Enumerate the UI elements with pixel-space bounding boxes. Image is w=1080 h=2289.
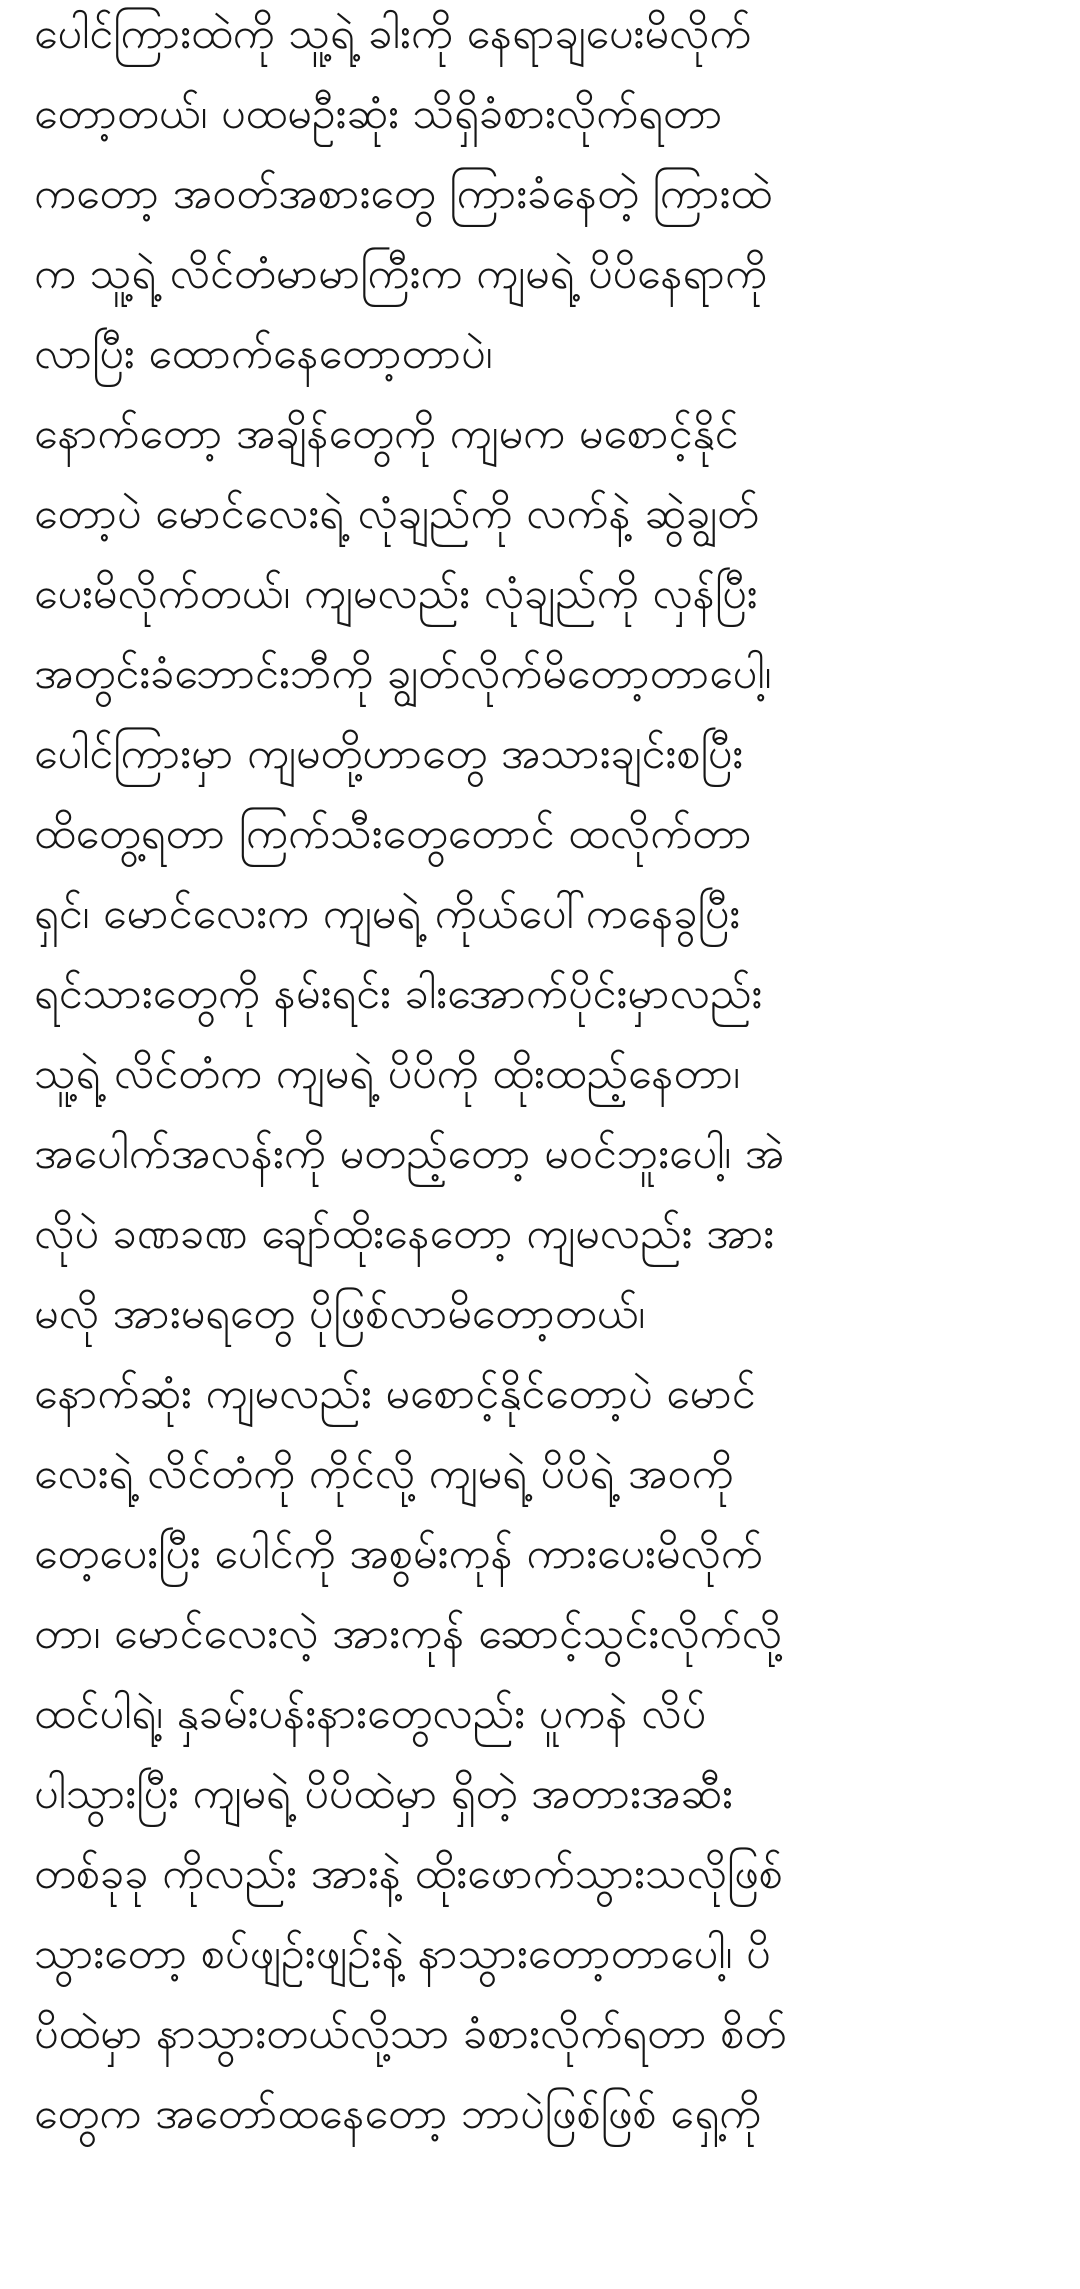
text-line: သူ့ရဲ့ လိင်တံက ကျမရဲ့ ပိပိကို ထိုးထည့်နေတာ၊ [34, 1049, 740, 1099]
text-line: ပါသွားပြီး ကျမရဲ့ ပိပိထဲမှာ ရှိတဲ့ အတားအဆီး [34, 1769, 733, 1819]
text-line: နောက်ဆုံး ကျမလည်း မစောင့်နိုင်တော့ပဲ မောင် [34, 1369, 756, 1419]
text-line: သွားတော့ စပ်ဖျဉ်းဖျဉ်းနဲ့ နာသွားတော့တာပေါ့၊ ပိ [34, 1929, 771, 1979]
text-line: ကတော့ အဝတ်အစားတွေ ကြားခံနေတဲ့ ကြားထဲ [34, 169, 772, 219]
story-text-block [34, 0, 1064, 2154]
text-line: တာ၊ မောင်လေးလဲ့ အားကုန် ဆောင့်သွင်းလိုက်လို့ [34, 1609, 782, 1659]
text-line: အပေါက်အလန်းကို မတည့်တော့ မဝင်ဘူးပေါ့၊ အဲ [34, 1129, 785, 1179]
text-line: လေးရဲ့ လိင်တံကို ကိုင်လို့ ကျမရဲ့ ပိပိရဲ့ အဝကို [34, 1449, 734, 1499]
text-line: က သူ့ရဲ့ လိင်တံမာမာကြီးက ကျမရဲ့ ပိပိနေရာကို [34, 249, 768, 299]
text-line: တော့ပဲ မောင်လေးရဲ့ လုံချည်ကို လက်နဲ့ ဆွဲချွတ် [34, 489, 759, 539]
text-line: ပေးမိလိုက်တယ်၊ ကျမလည်း လုံချည်ကို လှန်ပြီး [34, 569, 758, 619]
text-line: တော့တယ်၊ ပထမဦးဆုံး သိရှိခံစားလိုက်ရတာ [34, 89, 723, 139]
text-line: လိုပဲ ခဏခဏ ချော်ထိုးနေတော့ ကျမလည်း အား [34, 1209, 775, 1259]
text-line: ထင်ပါရဲ့၊ နှခမ်းပန်းနားတွေလည်း ပူကနဲ လိပ် [34, 1689, 707, 1739]
text-line: ပိထဲမှာ နာသွားတယ်လို့သာ ခံစားလိုက်ရတာ စိတ် [34, 2009, 787, 2059]
text-line: အတွင်းခံဘောင်းဘီကို ချွတ်လိုက်မိတော့တာပေါ့၊ [34, 649, 772, 699]
text-line: ရင်သားတွေကို နမ်းရင်း ခါးအောက်ပိုင်းမှာလည်း [34, 969, 763, 1019]
text-line: တစ်ခုခု ကိုလည်း အားနဲ့ ထိုးဖောက်သွားသလိုဖြစ် [34, 1849, 783, 1899]
text-line: ပေါင်ကြားထဲကို သူ့ရဲ့ ခါးကို နေရာချပေးမိလိုက် [34, 9, 752, 59]
text-line: တေ့ပေးပြီး ပေါင်ကို အစွမ်းကုန် ကားပေးမိလိုက် [34, 1529, 763, 1579]
text-line: မလို အားမရတွေ ပိုဖြစ်လာမိတော့တယ်၊ [34, 1289, 646, 1339]
text-line: ရှင်၊ မောင်လေးက ကျမရဲ့ ကိုယ်ပေါ်ကနေခွပြီး [34, 889, 741, 939]
text-line: ထိတွေ့ရတာ ကြက်သီးတွေတောင် ထလိုက်တာ [34, 809, 752, 859]
text-line: ပေါင်ကြားမှာ ကျမတို့ဟာတွေ အသားချင်းစပြီး [34, 729, 744, 779]
text-line: နောက်တော့ အချိန်တွေကို ကျမက မစောင့်နိုင် [34, 409, 739, 459]
text-line: လာပြီး ထောက်နေတော့တာပဲ၊ [34, 329, 493, 379]
text-line: တွေက အတော်ထနေတော့ ဘာပဲဖြစ်ဖြစ် ရှေ့ကို [34, 2089, 762, 2139]
